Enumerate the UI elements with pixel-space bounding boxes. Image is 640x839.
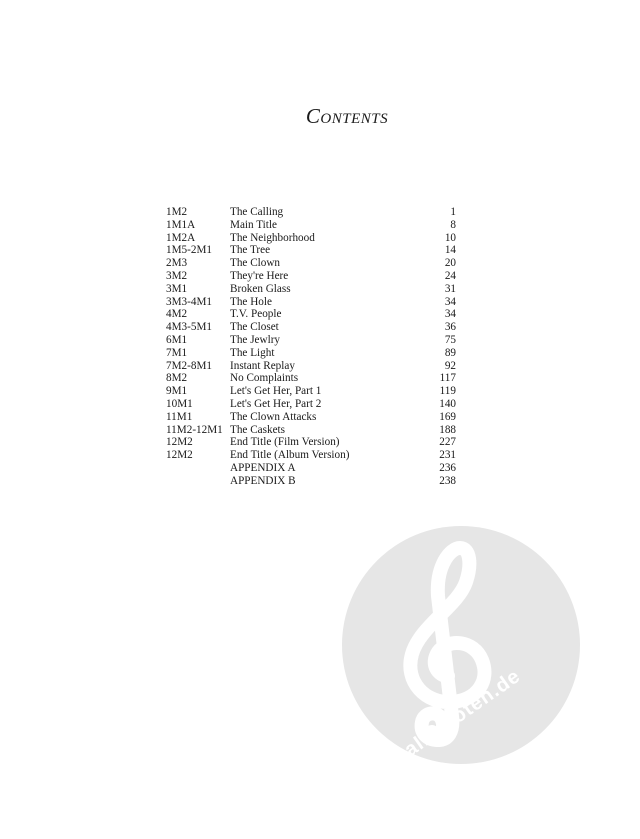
toc-row xyxy=(166,475,456,488)
cue-title: The Jewlry xyxy=(230,333,281,346)
toc-row xyxy=(166,244,456,257)
cue-title: The Neighborhood xyxy=(230,231,315,244)
cue-number: 1M1A xyxy=(166,218,196,231)
page-number: 169 xyxy=(439,410,456,423)
cue-title: The Closet xyxy=(230,321,279,334)
toc-row xyxy=(166,372,456,385)
cue-title: Main Title xyxy=(230,218,277,231)
toc-row xyxy=(166,398,456,411)
toc-row xyxy=(166,308,456,321)
toc-row xyxy=(166,334,456,347)
cue-title: Let's Get Her, Part 1 xyxy=(230,385,322,398)
page-number: 188 xyxy=(439,423,456,436)
toc-row xyxy=(166,206,456,219)
page-number: 92 xyxy=(444,359,456,372)
cue-number: 4M3-5M1 xyxy=(166,321,212,334)
cue-number: 10M1 xyxy=(166,397,193,410)
cue-title: The Clown Attacks xyxy=(230,410,317,423)
page-number: 117 xyxy=(439,372,456,385)
toc-row xyxy=(166,321,456,334)
cue-title: Instant Replay xyxy=(230,359,295,372)
cue-title: No Complaints xyxy=(230,372,299,385)
cue-number: 12M2 xyxy=(166,436,193,449)
cue-title: The Light xyxy=(230,346,275,359)
cue-title: T.V. People xyxy=(230,308,282,321)
page-number: 14 xyxy=(444,244,456,257)
page-number: 227 xyxy=(439,436,456,449)
watermark-text: alle-noten.de xyxy=(400,664,525,762)
cue-number: 3M1 xyxy=(166,282,188,295)
cue-number: 1M2 xyxy=(166,206,188,218)
cue-number xyxy=(166,462,230,475)
cue-number: 1M2A xyxy=(166,231,196,244)
toc-row xyxy=(166,436,456,449)
page-number: 140 xyxy=(439,397,456,410)
page-number: 238 xyxy=(439,474,456,487)
cue-title: End Title (Album Version) xyxy=(230,449,350,462)
page-number: 75 xyxy=(444,333,456,346)
cue-number xyxy=(166,475,230,488)
cue-title: APPENDIX A xyxy=(230,461,296,474)
watermark-logo xyxy=(342,526,580,764)
page-title: Contents xyxy=(305,104,389,128)
toc-row xyxy=(166,462,456,475)
toc-row xyxy=(166,411,456,424)
cue-number: 3M3-4M1 xyxy=(166,295,212,308)
toc-row xyxy=(166,257,456,270)
cue-number: 11M1 xyxy=(166,410,193,423)
page-number: 20 xyxy=(444,257,456,270)
page-number: 236 xyxy=(439,461,456,474)
cue-number: 6M1 xyxy=(166,333,188,346)
page-number: 24 xyxy=(444,269,456,282)
page-number: 34 xyxy=(444,295,456,308)
toc-row xyxy=(166,360,456,373)
cue-title: They're Here xyxy=(230,269,289,282)
cue-number: 7M2-8M1 xyxy=(166,359,212,372)
cue-number: 7M1 xyxy=(166,346,188,359)
page-number: 10 xyxy=(444,231,456,244)
table-of-contents xyxy=(166,206,456,488)
cue-title: The Calling xyxy=(230,206,284,218)
page-number: 119 xyxy=(439,385,456,398)
cue-title: Broken Glass xyxy=(230,282,291,295)
page-number: 34 xyxy=(444,308,456,321)
toc-row xyxy=(166,385,456,398)
cue-number: 12M2 xyxy=(166,449,193,462)
toc-row xyxy=(166,449,456,462)
toc-row xyxy=(166,283,456,296)
cue-title: Let's Get Her, Part 2 xyxy=(230,397,322,410)
page-number: 231 xyxy=(439,449,456,462)
page-number: 31 xyxy=(444,282,456,295)
cue-number: 9M1 xyxy=(166,385,188,398)
page-number: 36 xyxy=(444,321,456,334)
cue-title: The Caskets xyxy=(230,423,285,436)
cue-number: 8M2 xyxy=(166,372,188,385)
toc-row xyxy=(166,347,456,360)
cue-number: 1M5-2M1 xyxy=(166,244,212,257)
cue-title: The Tree xyxy=(230,244,271,257)
page-number: 89 xyxy=(444,346,456,359)
cue-number: 11M2-12M1 xyxy=(166,423,223,436)
toc-row xyxy=(166,232,456,245)
cue-number: 4M2 xyxy=(166,308,188,321)
cue-title: End Title (Film Version) xyxy=(230,436,340,449)
cue-number: 3M2 xyxy=(166,269,188,282)
cue-title: The Clown xyxy=(230,257,281,270)
page-number: 8 xyxy=(450,218,456,231)
toc-row xyxy=(166,296,456,309)
toc-row xyxy=(166,424,456,437)
cue-title: The Hole xyxy=(230,295,272,308)
cue-title: APPENDIX B xyxy=(230,474,296,487)
toc-row xyxy=(166,270,456,283)
page-number: 1 xyxy=(450,206,456,218)
cue-number: 2M3 xyxy=(166,257,188,270)
toc-row xyxy=(166,219,456,232)
